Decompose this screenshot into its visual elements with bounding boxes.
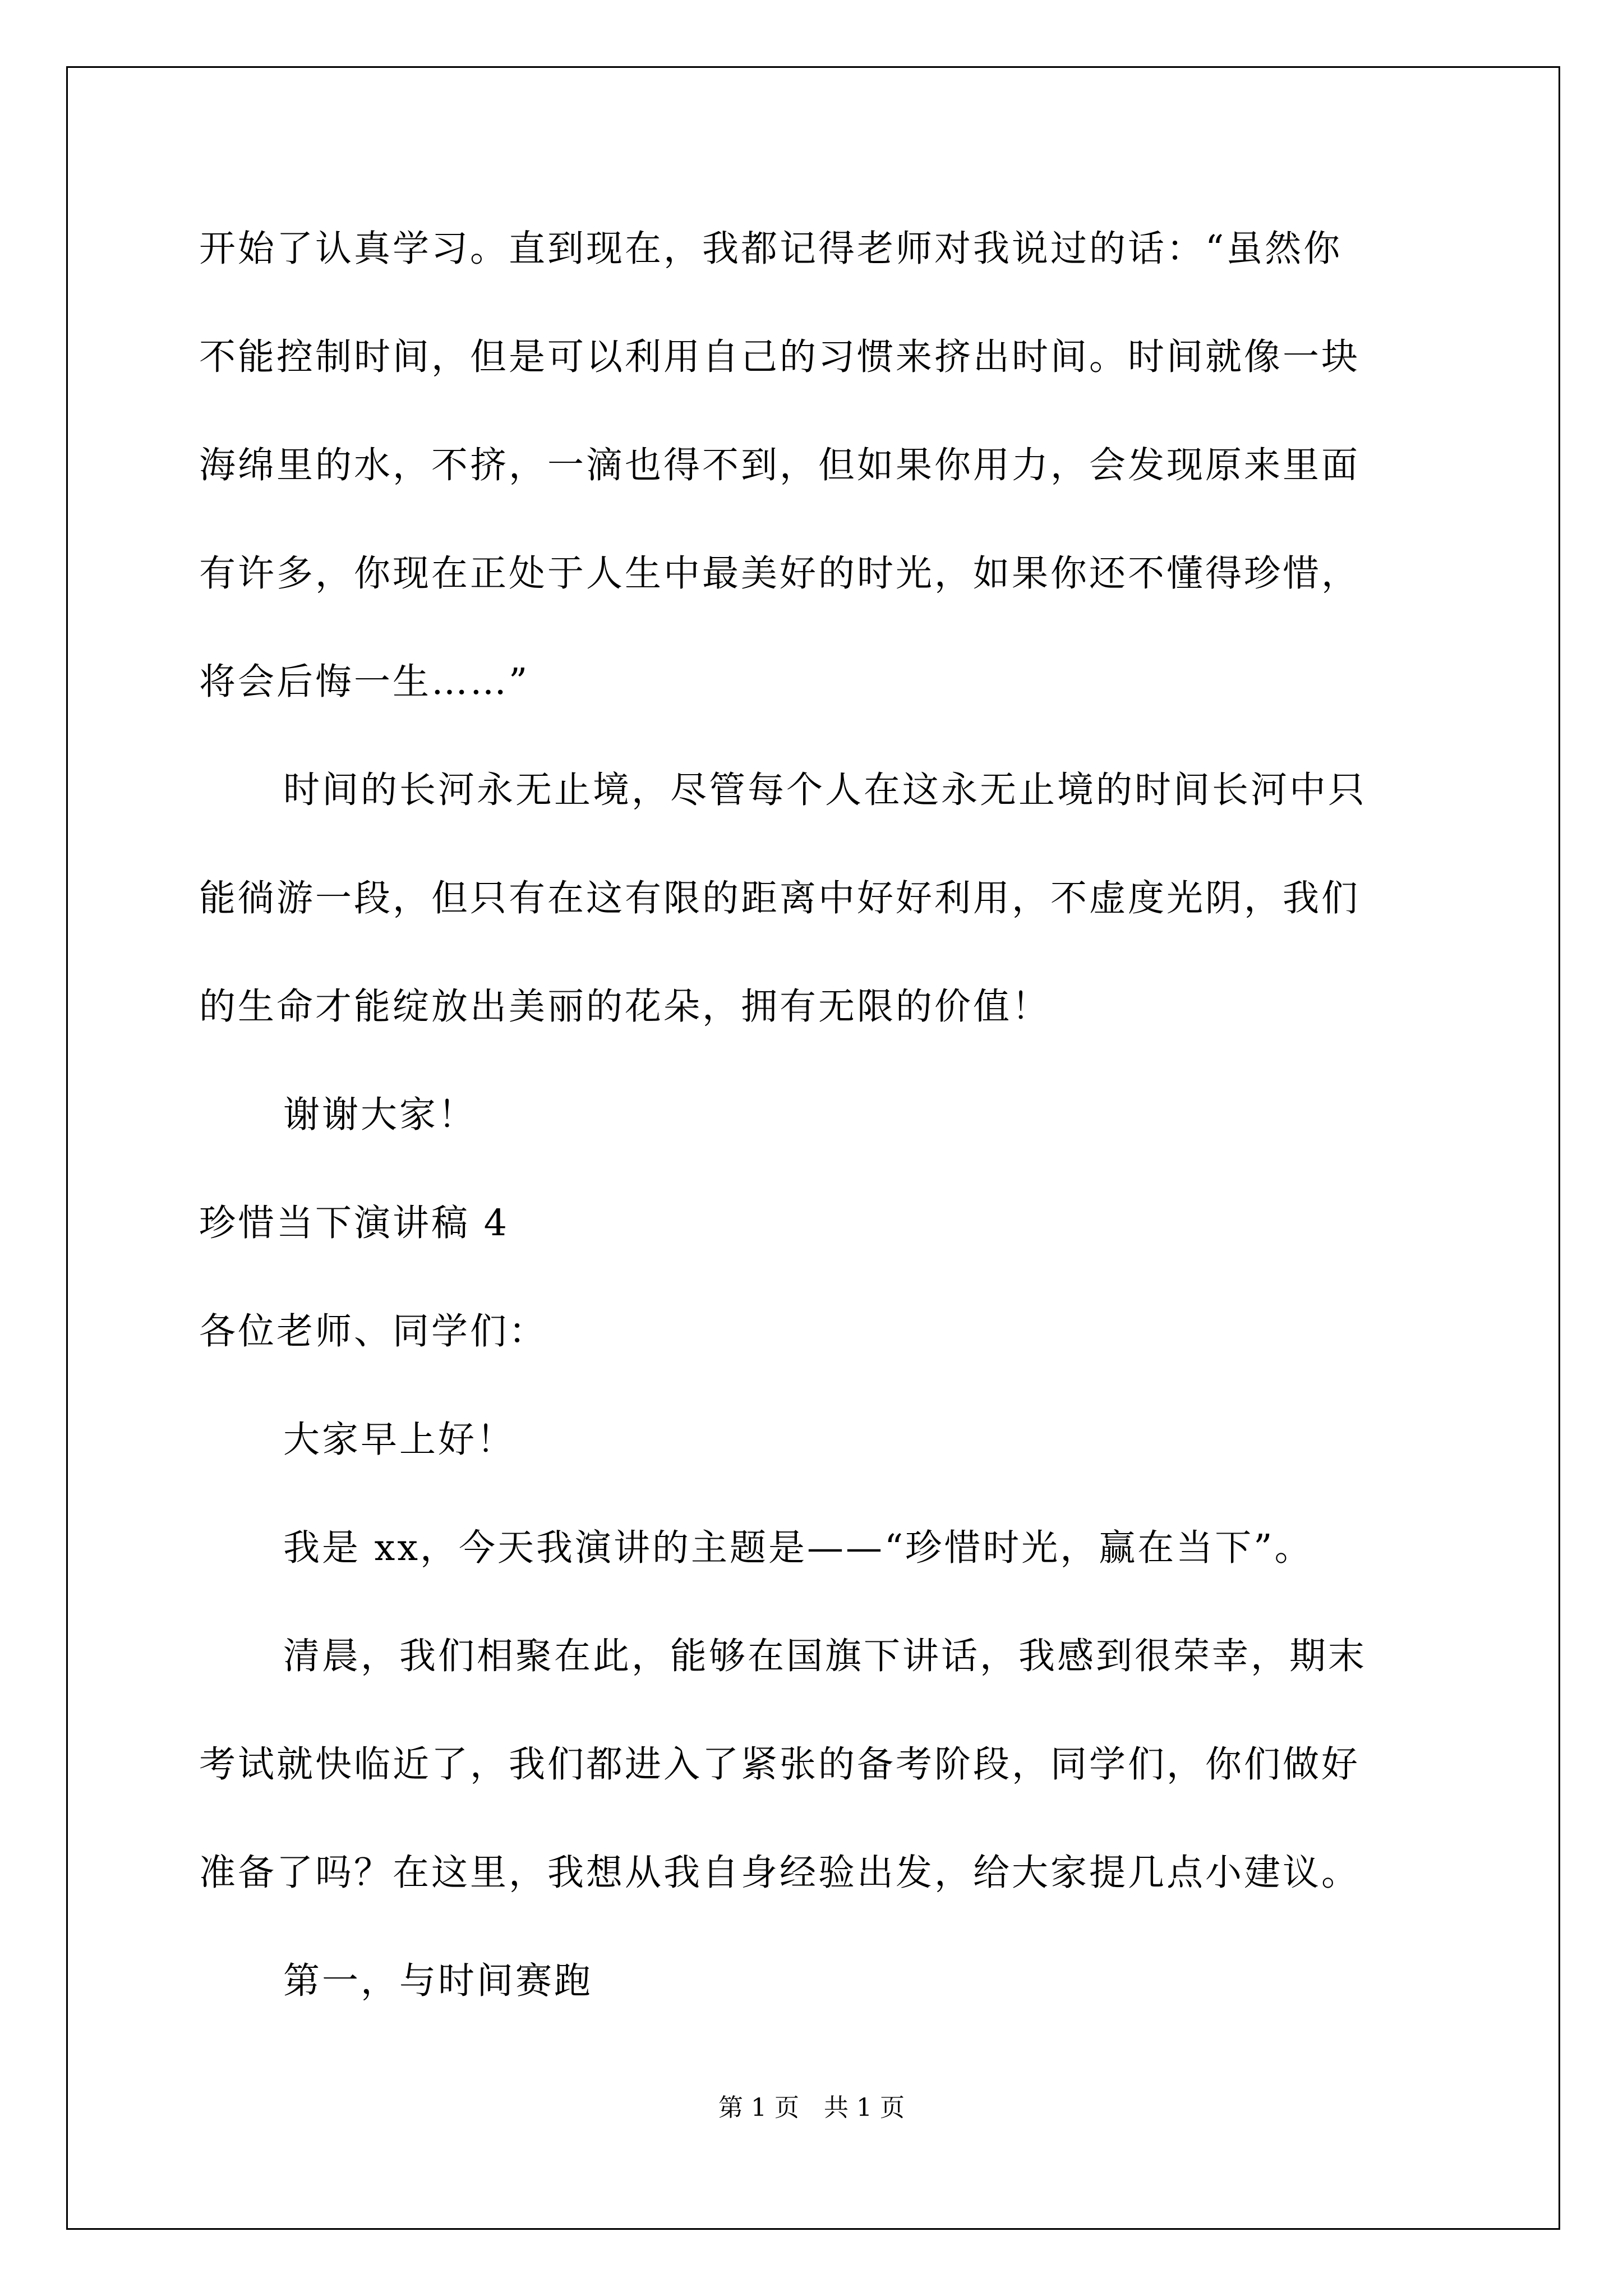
section-heading: 珍惜当下演讲稿 4 — [199, 1202, 510, 1244]
body-text-line: 开始了认真学习。直到现在，我都记得老师对我说过的话：“虽然你 — [199, 228, 1343, 270]
body-text-line: 第一，与时间赛跑 — [283, 1960, 593, 2002]
body-text-line: 大家早上好！ — [283, 1419, 516, 1461]
body-text-line: 我是 xx，今天我演讲的主题是——“珍惜时光，赢在当下”。 — [283, 1527, 1313, 1569]
body-text-line: 能徜游一段，但只有在这有限的距离中好好利用，不虚度光阴，我们 — [199, 877, 1361, 919]
body-text-line: 的生命才能绽放出美丽的花朵，拥有无限的价值！ — [199, 986, 1051, 1028]
body-text-line: 考试就快临近了，我们都进入了紧张的备考阶段，同学们，你们做好 — [199, 1743, 1361, 1786]
body-text-line: 海绵里的水，不挤，一滴也得不到，但如果你用力，会发现原来里面 — [199, 444, 1361, 486]
page-number: 第 1 页 — [718, 2093, 799, 2122]
body-text-line: 谢谢大家！ — [283, 1094, 477, 1136]
body-text-line: 时间的长河永无止境，尽管每个人在这永无止境的时间长河中只 — [283, 769, 1367, 811]
body-text-line: 清晨，我们相聚在此，能够在国旗下讲话，我感到很荣幸，期末 — [283, 1635, 1367, 1677]
page-footer — [0, 2092, 1623, 2124]
body-text-line: 准备了吗？在这里，我想从我自身经验出发，给大家提几点小建议。 — [199, 1852, 1361, 1894]
salutation: 各位老师、同学们： — [199, 1310, 548, 1352]
body-text-line: 有许多，你现在正处于人生中最美好的时光，如果你还不懂得珍惜， — [199, 553, 1361, 595]
page-border — [66, 66, 1560, 2230]
body-text-line: 将会后悔一生……” — [199, 661, 530, 703]
page-total: 共 1 页 — [824, 2093, 905, 2122]
body-text-line: 不能控制时间，但是可以利用自己的习惯来挤出时间。时间就像一块 — [199, 336, 1361, 378]
